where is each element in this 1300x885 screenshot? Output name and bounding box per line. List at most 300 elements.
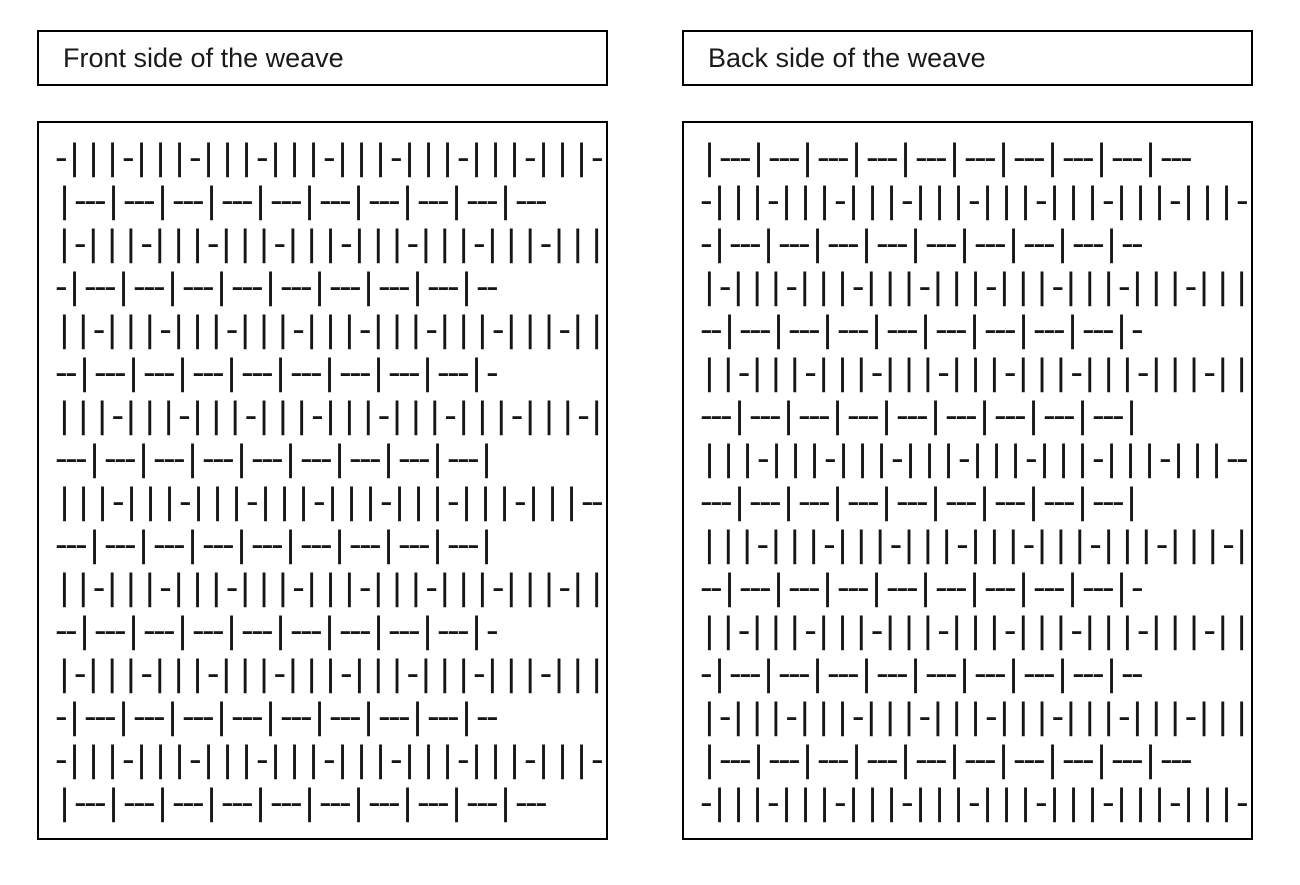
weft-mark: -: [476, 267, 489, 307]
warp-mark: |: [495, 396, 508, 436]
weft-mark: -: [1035, 783, 1048, 823]
warp-mark: |: [374, 740, 387, 780]
weft-mark: -: [1118, 697, 1131, 737]
warp-mark: |: [821, 310, 834, 350]
weft-mark: -: [935, 740, 948, 780]
weft-mark: -: [847, 482, 860, 522]
warp-mark: |: [772, 310, 785, 350]
warp-mark: |: [305, 568, 318, 608]
warp-mark: |: [1083, 267, 1096, 307]
weft-mark: -: [280, 783, 293, 823]
warp-mark: |: [1076, 482, 1089, 522]
weft-mark: -: [515, 783, 528, 823]
weft-mark: -: [1160, 138, 1173, 178]
warp-mark: |: [1065, 267, 1077, 307]
warp-mark: |: [981, 783, 994, 823]
warp-mark: |: [751, 181, 764, 221]
warp-mark: |: [909, 224, 922, 264]
warp-mark: |: [799, 783, 812, 823]
weft-mark: -: [437, 267, 450, 307]
weft-mark: -: [1102, 396, 1115, 436]
weave-row: [55, 223, 606, 266]
weave-row: [700, 653, 1251, 696]
warp-mark: |: [770, 697, 782, 737]
warp-mark: |: [479, 482, 492, 522]
warp-mark: |: [305, 310, 318, 350]
weft-mark: -: [886, 224, 899, 264]
weft-mark: -: [55, 267, 68, 307]
warp-mark: |: [837, 439, 850, 479]
weft-mark: -: [901, 783, 914, 823]
weft-mark: -: [231, 267, 244, 307]
warp-mark: |: [762, 224, 775, 264]
warp-mark: |: [856, 439, 869, 479]
warp-mark: |: [770, 353, 782, 393]
weft-mark: -: [525, 181, 538, 221]
weft-mark: -: [896, 396, 909, 436]
warp-mark: |: [173, 740, 186, 780]
warp-mark: |: [524, 310, 537, 350]
warp-mark: |: [107, 181, 120, 221]
weft-mark: -: [974, 654, 987, 694]
warp-mark: |: [1007, 654, 1020, 694]
warp-mark: |: [1220, 181, 1233, 221]
warp-mark: |: [1086, 783, 1099, 823]
warp-mark: |: [258, 224, 270, 264]
weft-mark: -: [271, 439, 284, 479]
warp-mark: |: [106, 138, 119, 178]
weft-mark: -: [473, 224, 486, 264]
warp-mark: |: [782, 396, 795, 436]
weft-mark: -: [1169, 783, 1182, 823]
back-title-box: [682, 30, 1253, 86]
weft-mark: -: [769, 396, 782, 436]
weft-mark: -: [153, 353, 166, 393]
weft-mark: -: [847, 568, 860, 608]
weft-mark: -: [388, 353, 401, 393]
warp-mark: |: [274, 353, 287, 393]
warp-mark: |: [998, 267, 1011, 307]
warp-mark: |: [703, 697, 716, 737]
weft-mark: -: [143, 353, 156, 393]
weft-mark: -: [1043, 482, 1056, 522]
weft-mark: -: [1062, 740, 1075, 780]
weft-mark: -: [380, 482, 393, 522]
warp-mark: |: [899, 740, 912, 780]
weft-mark: -: [163, 439, 176, 479]
weft-mark: -: [1025, 439, 1038, 479]
weft-mark: -: [935, 654, 948, 694]
warp-mark: |: [1102, 267, 1115, 307]
weft-mark: -: [1131, 224, 1144, 264]
weft-mark: -: [767, 783, 780, 823]
warp-mark: |: [821, 568, 834, 608]
weft-mark: -: [192, 611, 205, 651]
weft-mark: -: [311, 396, 324, 436]
weft-mark: -: [457, 611, 470, 651]
warp-mark: |: [480, 525, 493, 565]
warp-mark: |: [1216, 697, 1229, 737]
warp-mark: |: [866, 783, 879, 823]
weft-mark: -: [857, 310, 870, 350]
warp-mark: |: [254, 181, 267, 221]
weft-mark: -: [955, 396, 968, 436]
warp-mark: |: [703, 525, 716, 565]
warp-mark: |: [948, 740, 961, 780]
warp-mark: |: [929, 482, 942, 522]
warp-mark: |: [703, 267, 716, 307]
weft-mark: -: [935, 310, 948, 350]
warp-mark: |: [770, 611, 782, 651]
warp-mark: |: [87, 654, 100, 694]
weft-mark: -: [368, 783, 381, 823]
warp-mark: |: [732, 267, 745, 307]
warp-mark: |: [751, 611, 763, 651]
weft-mark: -: [143, 181, 156, 221]
weft-mark: -: [1102, 310, 1115, 350]
weft-mark: -: [73, 224, 87, 264]
weft-mark: -: [300, 439, 313, 479]
warp-mark: |: [1235, 697, 1248, 737]
weft-mark: -: [123, 783, 136, 823]
weft-mark: -: [427, 697, 440, 737]
warp-mark: |: [58, 396, 71, 436]
warp-mark: |: [817, 353, 830, 393]
warp-mark: |: [352, 783, 365, 823]
weft-mark: -: [390, 138, 403, 178]
weft-mark: -: [1092, 654, 1105, 694]
weft-mark: -: [408, 611, 421, 651]
warp-mark: |: [215, 267, 228, 307]
warp-mark: |: [1220, 783, 1233, 823]
warp-mark: |: [1182, 783, 1195, 823]
weft-mark: -: [437, 611, 450, 651]
weft-mark: -: [1082, 310, 1095, 350]
warp-mark: |: [836, 353, 849, 393]
weave-row: [55, 481, 606, 524]
weft-mark: -: [700, 181, 713, 221]
weft-mark: -: [1053, 482, 1066, 522]
warp-mark: |: [137, 439, 150, 479]
warp-mark: |: [343, 310, 356, 350]
weft-mark: -: [178, 396, 191, 436]
weft-mark: -: [1014, 482, 1027, 522]
weft-mark: -: [1118, 267, 1131, 307]
warp-mark: |: [403, 138, 416, 178]
warp-mark: |: [713, 783, 726, 823]
warp-mark: |: [931, 267, 944, 307]
warp-mark: |: [741, 525, 753, 565]
warp-mark: |: [884, 697, 897, 737]
weft-mark: -: [425, 568, 438, 608]
weft-mark: -: [1092, 568, 1105, 608]
warp-mark: |: [885, 181, 898, 221]
warp-mark: |: [998, 697, 1011, 737]
warp-mark: |: [333, 439, 346, 479]
weft-mark: -: [896, 310, 909, 350]
weft-mark: -: [437, 783, 450, 823]
weft-mark: -: [759, 310, 772, 350]
weft-mark: -: [737, 353, 751, 393]
weft-mark: -: [955, 310, 968, 350]
warp-mark: |: [866, 181, 879, 221]
weft-mark: -: [320, 439, 333, 479]
warp-mark: |: [220, 224, 233, 264]
warp-mark: |: [875, 439, 888, 479]
weft-mark: -: [847, 224, 860, 264]
weft-mark: -: [768, 740, 781, 780]
warp-mark: |: [1144, 740, 1157, 780]
weft-mark: -: [1121, 740, 1134, 780]
warp-mark: |: [412, 482, 425, 522]
warp-mark: |: [210, 568, 223, 608]
weft-mark: -: [270, 181, 283, 221]
weft-mark: -: [870, 611, 884, 651]
warp-mark: |: [202, 740, 215, 780]
warp-mark: |: [1048, 783, 1061, 823]
weft-mark: -: [1023, 654, 1036, 694]
weft-mark: -: [447, 353, 460, 393]
weft-mark: -: [798, 482, 811, 522]
warp-mark: |: [288, 138, 301, 178]
warp-mark: |: [860, 654, 873, 694]
weft-mark: -: [182, 697, 195, 737]
warp-mark: |: [1216, 267, 1229, 307]
weft-mark: -: [808, 568, 821, 608]
weft-mark: -: [994, 654, 1007, 694]
weft-mark: -: [310, 611, 323, 651]
warp-mark: |: [969, 267, 982, 307]
warp-mark: |: [489, 138, 502, 178]
weft-mark: -: [1236, 181, 1249, 221]
weft-mark: -: [968, 783, 981, 823]
warp-mark: |: [850, 138, 863, 178]
weft-mark: -: [1070, 611, 1083, 651]
weave-row: [700, 395, 1251, 438]
warp-mark: |: [1121, 525, 1134, 565]
warp-mark: |: [818, 181, 831, 221]
warp-mark: |: [788, 353, 801, 393]
warp-mark: |: [909, 654, 922, 694]
warp-mark: |: [457, 396, 470, 436]
weft-mark: -: [514, 482, 527, 522]
warp-mark: |: [77, 568, 90, 608]
warp-mark: |: [836, 267, 849, 307]
warp-mark: |: [561, 396, 574, 436]
warp-mark: |: [410, 396, 422, 436]
warp-mark: |: [722, 611, 735, 651]
weft-mark: -: [111, 396, 125, 436]
warp-mark: |: [191, 310, 204, 350]
weft-mark: -: [290, 611, 303, 651]
weft-mark: -: [447, 482, 460, 522]
weft-mark: -: [241, 353, 254, 393]
warp-mark: |: [590, 396, 603, 436]
weft-mark: -: [1131, 568, 1144, 608]
warp-mark: |: [326, 482, 339, 522]
warp-mark: |: [1038, 439, 1051, 479]
weft-mark: -: [824, 439, 837, 479]
weft-mark: -: [388, 697, 401, 737]
weft-mark: -: [212, 353, 225, 393]
weft-mark: -: [437, 697, 450, 737]
weft-mark: -: [974, 224, 987, 264]
weft-mark: -: [140, 224, 154, 264]
weft-mark: -: [739, 740, 752, 780]
warp-mark: |: [575, 138, 588, 178]
weft-mark: -: [173, 525, 186, 565]
weft-mark: -: [406, 224, 420, 264]
warp-mark: |: [1235, 611, 1248, 651]
weft-mark: -: [915, 740, 928, 780]
weft-mark: -: [1082, 138, 1095, 178]
weft-mark: -: [1035, 181, 1048, 221]
weft-mark: -: [349, 353, 362, 393]
warp-mark: |: [143, 396, 156, 436]
weft-mark: -: [84, 697, 97, 737]
warp-mark: |: [284, 525, 297, 565]
warp-mark: |: [264, 267, 277, 307]
weft-mark: -: [1072, 654, 1085, 694]
warp-mark: |: [713, 654, 726, 694]
warp-mark: |: [1076, 396, 1089, 436]
warp-mark: |: [96, 482, 109, 522]
warp-mark: |: [1150, 353, 1163, 393]
weft-mark: -: [1003, 611, 1017, 651]
warp-mark: |: [788, 525, 801, 565]
front-weave-box: [37, 121, 608, 840]
warp-mark: |: [1048, 181, 1061, 221]
weft-mark: -: [1236, 439, 1249, 479]
weft-mark: -: [212, 611, 225, 651]
warp-mark: |: [770, 439, 783, 479]
weft-mark: -: [251, 439, 264, 479]
weft-mark: -: [737, 611, 751, 651]
weft-mark: -: [104, 267, 117, 307]
weft-mark: -: [1131, 138, 1144, 178]
warp-mark: |: [391, 396, 403, 436]
weft-mark: -: [1062, 138, 1075, 178]
warp-mark: |: [154, 138, 167, 178]
weave-row: [700, 309, 1251, 352]
warp-mark: |: [476, 568, 489, 608]
warp-mark: |: [1036, 267, 1048, 307]
weft-mark: -: [896, 568, 909, 608]
warp-mark: |: [372, 224, 385, 264]
weft-mark: -: [163, 525, 176, 565]
weft-mark: -: [486, 267, 499, 307]
weft-mark: -: [473, 654, 486, 694]
weft-mark: -: [1180, 740, 1193, 780]
warp-mark: |: [1143, 439, 1156, 479]
warp-mark: |: [486, 654, 499, 694]
warp-mark: |: [870, 310, 883, 350]
warp-mark: |: [904, 439, 917, 479]
warp-mark: |: [884, 267, 897, 307]
warp-mark: |: [1066, 568, 1079, 608]
weft-mark: -: [486, 181, 499, 221]
warp-mark: |: [1017, 353, 1030, 393]
warp-mark: |: [884, 611, 897, 651]
weft-mark: -: [339, 783, 352, 823]
weft-mark: -: [241, 697, 254, 737]
warp-mark: |: [903, 267, 915, 307]
weft-mark: -: [837, 740, 850, 780]
warp-mark: |: [87, 138, 100, 178]
warp-mark: |: [811, 224, 824, 264]
warp-mark: |: [590, 654, 603, 694]
weft-mark: -: [104, 611, 117, 651]
warp-mark: |: [732, 697, 745, 737]
warp-mark: |: [258, 568, 270, 608]
weft-mark: -: [1070, 353, 1083, 393]
warp-mark: |: [106, 224, 118, 264]
weft-mark: -: [539, 654, 553, 694]
warp-mark: |: [457, 654, 470, 694]
warp-mark: |: [362, 396, 375, 436]
warp-mark: |: [143, 568, 156, 608]
weft-mark: -: [749, 310, 762, 350]
weave-row: [700, 266, 1251, 309]
warp-mark: |: [524, 224, 537, 264]
weft-mark: -: [984, 138, 997, 178]
weft-mark: -: [447, 267, 460, 307]
weft-mark: -: [759, 482, 772, 522]
warp-mark: |: [58, 310, 71, 350]
weft-mark: -: [133, 267, 146, 307]
warp-mark: |: [343, 568, 356, 608]
warp-mark: |: [860, 224, 873, 264]
warp-mark: |: [353, 224, 366, 264]
weft-mark: -: [143, 697, 156, 737]
warp-mark: |: [1188, 353, 1200, 393]
warp-mark: |: [703, 353, 716, 393]
weft-mark: -: [718, 267, 732, 307]
weft-mark: -: [251, 267, 264, 307]
warp-mark: |: [106, 568, 118, 608]
warp-mark: |: [364, 482, 377, 522]
weft-mark: -: [700, 224, 713, 264]
warp-mark: |: [997, 138, 1010, 178]
warp-mark: |: [1115, 783, 1128, 823]
weft-mark: -: [202, 353, 215, 393]
warp-mark: |: [571, 568, 584, 608]
warp-mark: |: [431, 439, 444, 479]
warp-mark: |: [752, 740, 765, 780]
weft-mark: -: [206, 654, 220, 694]
warp-mark: |: [410, 310, 422, 350]
weft-mark: -: [729, 654, 742, 694]
warp-mark: |: [958, 224, 971, 264]
weave-row: [55, 266, 606, 309]
weft-mark: -: [55, 525, 68, 565]
front-title: Front side of the weave: [63, 42, 344, 73]
warp-mark: |: [770, 267, 782, 307]
warp-mark: |: [127, 611, 140, 651]
weft-mark: -: [427, 783, 440, 823]
weft-mark: -: [916, 482, 929, 522]
weft-mark: -: [280, 181, 293, 221]
warp-mark: |: [336, 138, 349, 178]
warp-mark: |: [191, 224, 204, 264]
warp-mark: |: [722, 439, 735, 479]
warp-mark: |: [235, 439, 248, 479]
weft-mark: -: [358, 310, 372, 350]
weft-mark: -: [251, 525, 264, 565]
weft-mark: -: [323, 740, 336, 780]
weave-row: [55, 696, 606, 739]
warp-mark: |: [135, 740, 148, 780]
